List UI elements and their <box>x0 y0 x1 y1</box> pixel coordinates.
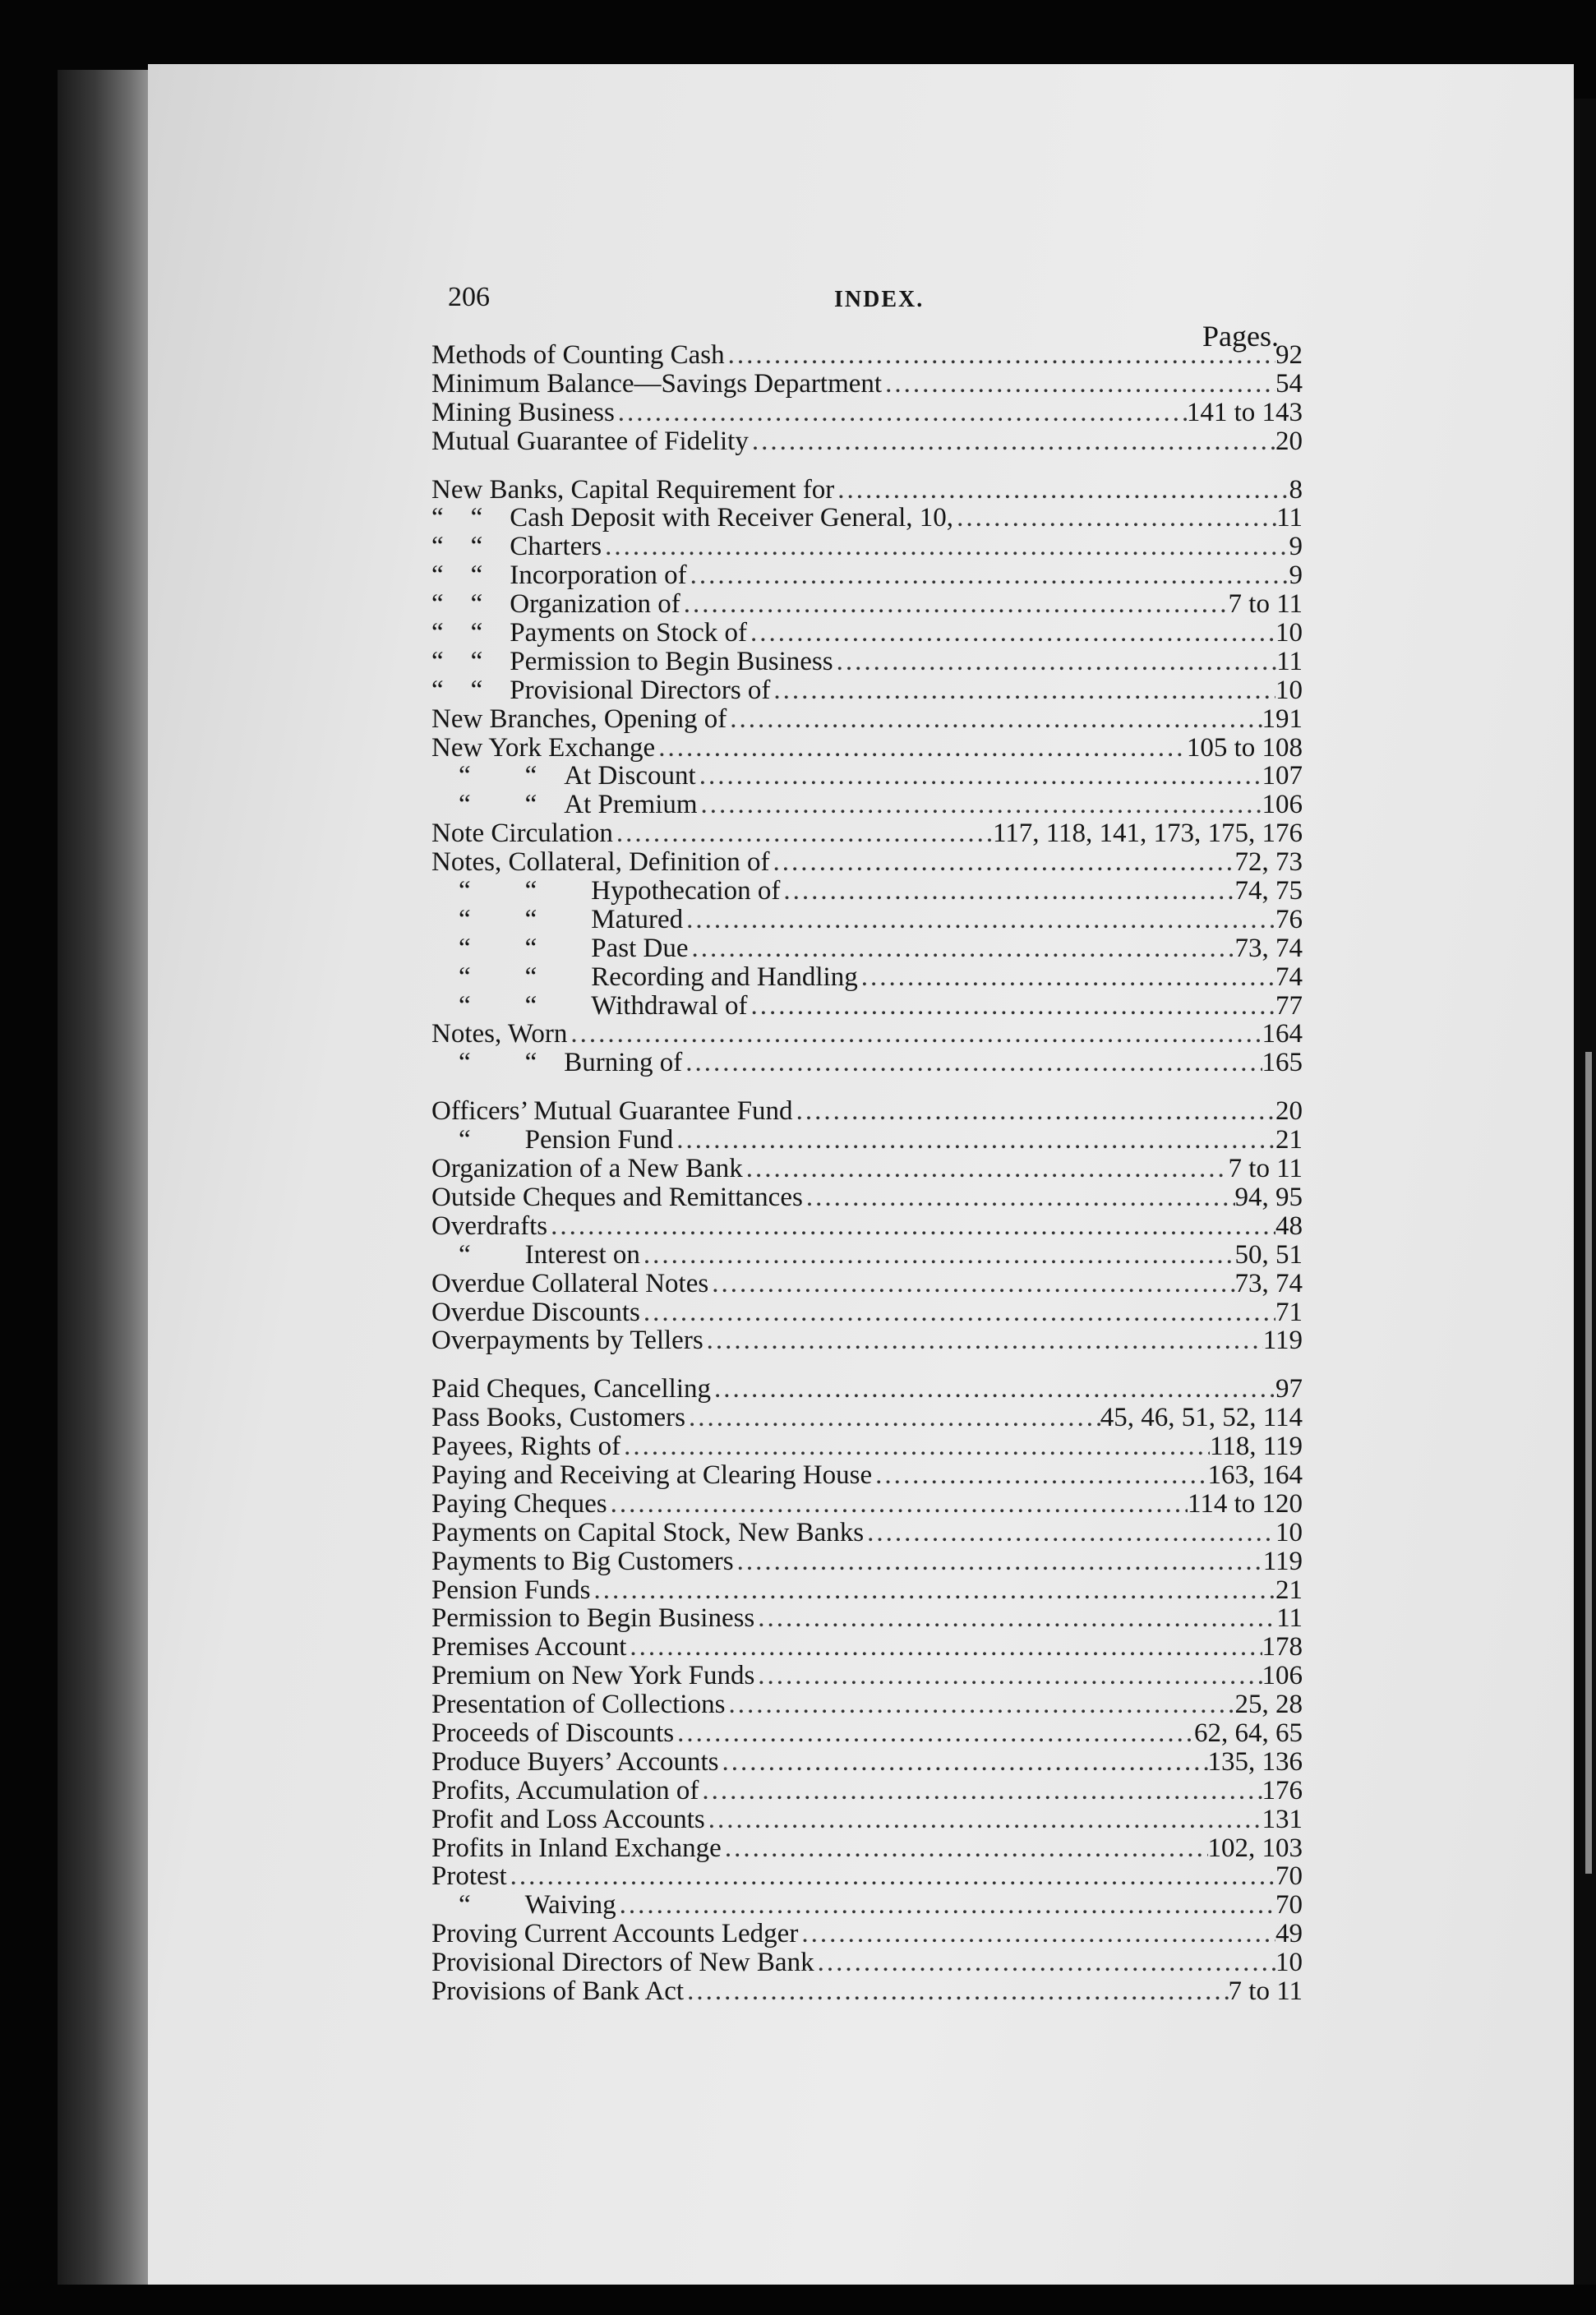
index-entry <box>431 1891 1303 1920</box>
index-entry <box>431 1432 1303 1461</box>
page-references: 54 <box>1275 368 1303 399</box>
page-references: 73, 74 <box>1234 1268 1303 1298</box>
index-entry <box>431 705 1303 734</box>
index-entries <box>431 341 1303 2006</box>
page-references: 25, 28 <box>1234 1690 1303 1720</box>
page-references: 10 <box>1275 1948 1303 1978</box>
entry-label: Recording and Handling <box>591 962 858 992</box>
index-entry <box>431 1805 1303 1834</box>
index-entry <box>431 734 1303 763</box>
dot-leader <box>620 1432 1210 1461</box>
dot-leader <box>780 877 1234 906</box>
entry-label: Profits, Accumulation of <box>431 1775 699 1805</box>
page-references: 191 <box>1262 703 1303 734</box>
index-entry <box>431 1097 1303 1126</box>
page-references: 102, 103 <box>1207 1833 1303 1863</box>
dot-leader <box>754 1662 1262 1690</box>
page-references: 73, 74 <box>1234 933 1303 963</box>
index-entry <box>431 1404 1303 1432</box>
dot-leader <box>953 504 1276 533</box>
entry-label: Presentation of Collections <box>431 1690 726 1720</box>
index-entry <box>431 1326 1303 1355</box>
entry-label: Overdrafts <box>431 1211 548 1241</box>
page-references: 72, 73 <box>1234 847 1303 878</box>
entry-label: Produce Buyers’ Accounts <box>431 1746 719 1777</box>
index-entry <box>431 1049 1303 1077</box>
entry-label: Overdue Discounts <box>431 1297 640 1327</box>
dot-leader <box>590 1576 1275 1605</box>
page-references: 141 to 143 <box>1186 397 1303 427</box>
entry-label: Provisions of Bank Act <box>431 1976 685 2006</box>
page-references: 77 <box>1275 990 1303 1021</box>
entry-label: Outside Cheques and Remittances <box>431 1182 803 1212</box>
ditto-indent: “ “ <box>431 503 510 533</box>
dot-leader <box>814 1948 1275 1977</box>
right-page-edge <box>1574 99 1596 2285</box>
index-entry <box>431 427 1303 456</box>
entry-label: Overdue Collateral Notes <box>431 1268 709 1298</box>
entry-label: At Premium <box>564 790 698 820</box>
index-entry <box>431 1183 1303 1212</box>
index-entry <box>431 1576 1303 1605</box>
ditto-indent: “ “ <box>431 876 592 906</box>
page-references: 7 to 11 <box>1228 589 1303 620</box>
index-entry <box>431 877 1303 906</box>
entry-label: Matured <box>591 904 684 934</box>
index-entry <box>431 848 1303 877</box>
ditto-indent: “ “ <box>431 618 510 648</box>
index-entry <box>431 1977 1303 2006</box>
dot-leader <box>747 992 1275 1021</box>
index-entry <box>431 963 1303 992</box>
dot-leader <box>770 676 1275 705</box>
page-references: 50, 51 <box>1234 1239 1303 1270</box>
entry-label: Proceeds of Discounts <box>431 1718 675 1748</box>
entry-label: Pass Books, Customers <box>431 1403 685 1433</box>
entry-label: Mutual Guarantee of Fidelity <box>431 426 749 456</box>
dot-leader <box>698 791 1262 819</box>
index-entry <box>431 590 1303 619</box>
dot-leader <box>882 370 1275 399</box>
page-references: 11 <box>1276 1603 1303 1634</box>
entry-label: Permission to Begin Business <box>510 646 833 676</box>
entry-label: Minimum Balance—Savings Department <box>431 368 883 399</box>
dot-leader <box>705 1805 1262 1834</box>
ditto-indent: “ “ <box>431 962 592 992</box>
dot-leader <box>754 1604 1276 1633</box>
index-entry <box>431 1519 1303 1547</box>
index-entry <box>431 504 1303 533</box>
dot-leader <box>607 1490 1188 1519</box>
index-entry <box>431 619 1303 648</box>
entry-label: At Discount <box>564 761 696 791</box>
ditto-indent: “ “ <box>431 560 510 591</box>
index-entry <box>431 1920 1303 1948</box>
dot-leader <box>615 399 1187 427</box>
page-references: 114 to 120 <box>1188 1488 1303 1519</box>
page-references: 74, 75 <box>1234 876 1303 906</box>
page-references: 21 <box>1275 1125 1303 1155</box>
page-references: 119 <box>1262 1326 1303 1356</box>
entry-label: Cash Deposit with Receiver General, 10, <box>510 503 954 533</box>
dot-leader <box>798 1920 1275 1948</box>
index-entry <box>431 992 1303 1021</box>
ditto-indent: “ “ <box>431 646 510 676</box>
index-entry <box>431 399 1303 427</box>
dot-leader <box>602 533 1289 561</box>
index-entry <box>431 1834 1303 1863</box>
page-references: 21 <box>1275 1575 1303 1605</box>
book-spine <box>58 70 152 2285</box>
entry-label: Premium on New York Funds <box>431 1661 755 1691</box>
entry-label: Permission to Begin Business <box>431 1603 755 1634</box>
page-references: 76 <box>1275 904 1303 934</box>
index-entry <box>431 341 1303 370</box>
index-entry <box>431 1719 1303 1748</box>
index-entry <box>431 476 1303 505</box>
index-entry <box>431 1633 1303 1662</box>
entry-label: Paying Cheques <box>431 1488 607 1519</box>
ditto-indent: “ <box>431 1890 525 1921</box>
entry-label: Provisional Directors of New Bank <box>431 1948 814 1978</box>
entry-label: Overpayments by Tellers <box>431 1326 703 1356</box>
ditto-indent: “ “ <box>431 990 592 1021</box>
dot-leader <box>547 1212 1275 1241</box>
page-header <box>448 282 1294 323</box>
index-entry <box>431 1241 1303 1270</box>
index-entry <box>431 934 1303 963</box>
page-references: 178 <box>1262 1632 1303 1662</box>
dot-leader <box>864 1519 1275 1547</box>
page-number: 206 <box>448 282 490 312</box>
entry-label: Profit and Loss Accounts <box>431 1804 705 1834</box>
ditto-indent: “ “ <box>431 933 592 963</box>
page-references: 107 <box>1262 761 1303 791</box>
dot-leader <box>858 963 1275 992</box>
dot-leader <box>727 705 1262 734</box>
index-entry <box>431 1020 1303 1049</box>
page-references: 11 <box>1276 646 1303 676</box>
edge-strip <box>1585 1052 1592 1874</box>
page-references: 48 <box>1275 1211 1303 1241</box>
dot-leader <box>708 1270 1234 1298</box>
page-references: 106 <box>1262 790 1303 820</box>
index-entry <box>431 762 1303 791</box>
page-references: 105 to 108 <box>1186 732 1303 763</box>
dot-leader <box>734 1547 1263 1576</box>
dot-leader <box>872 1461 1207 1490</box>
entry-label: Mining Business <box>431 397 615 427</box>
entry-label: Payments to Big Customers <box>431 1546 734 1576</box>
entry-label: New Banks, Capital Requirement for <box>431 474 835 505</box>
index-entry <box>431 1126 1303 1155</box>
dot-leader <box>703 1326 1263 1355</box>
dot-leader <box>770 848 1235 877</box>
entry-label: Pension Fund <box>524 1125 674 1155</box>
entry-label: Pension Funds <box>431 1575 591 1605</box>
entry-label: Incorporation of <box>510 560 687 591</box>
page-references: 7 to 11 <box>1228 1154 1303 1184</box>
dot-leader <box>725 1690 1234 1719</box>
entry-label: Provisional Directors of <box>510 675 771 705</box>
dot-leader <box>626 1633 1262 1662</box>
dot-leader <box>743 1155 1229 1183</box>
dot-leader <box>687 561 1289 590</box>
page-references: 7 to 11 <box>1228 1976 1303 2006</box>
ditto-indent: “ “ <box>431 675 510 705</box>
page-references: 117, 118, 141, 173, 175, 176 <box>992 819 1303 849</box>
ditto-indent: “ “ <box>431 589 510 620</box>
entry-label: Notes, Worn <box>431 1019 568 1049</box>
entry-label: Proving Current Accounts Ledger <box>431 1919 799 1949</box>
index-entry <box>431 1490 1303 1519</box>
entry-label: New Branches, Opening of <box>431 703 727 734</box>
page-references: 135, 136 <box>1207 1746 1303 1777</box>
dot-leader <box>674 1719 1194 1748</box>
index-entry <box>431 1270 1303 1298</box>
dot-leader <box>567 1020 1262 1049</box>
entry-label: Burning of <box>564 1048 683 1078</box>
dot-leader <box>718 1748 1207 1777</box>
running-head: INDEX. <box>834 287 925 312</box>
page-references: 45, 46, 51, 52, 114 <box>1100 1403 1303 1433</box>
index-entry <box>431 791 1303 819</box>
entry-label: Waiving <box>524 1890 616 1921</box>
dot-leader <box>793 1097 1275 1126</box>
index-entry <box>431 819 1303 848</box>
dot-leader <box>722 1834 1208 1863</box>
ditto-indent: “ “ <box>431 1048 565 1078</box>
index-entry <box>431 906 1303 934</box>
index-entry <box>431 1948 1303 1977</box>
dot-leader <box>685 1404 1100 1432</box>
page-references: 9 <box>1289 532 1303 562</box>
dot-leader <box>655 734 1187 763</box>
dot-leader <box>833 648 1277 676</box>
ditto-indent: “ “ <box>431 761 565 791</box>
index-entry <box>431 1155 1303 1183</box>
entry-label: Payments on Capital Stock, New Banks <box>431 1517 865 1547</box>
entry-label: Payees, Rights of <box>431 1432 621 1462</box>
dot-leader <box>711 1375 1275 1404</box>
dot-leader <box>640 1241 1235 1270</box>
entry-label: Premises Account <box>431 1632 627 1662</box>
index-entry <box>431 533 1303 561</box>
dot-leader <box>699 1777 1262 1805</box>
page-references: 74 <box>1275 962 1303 992</box>
page-references: 10 <box>1275 618 1303 648</box>
ditto-indent: “ “ <box>431 790 565 820</box>
entry-label: Methods of Counting Cash <box>431 340 725 370</box>
dot-leader <box>616 1891 1275 1920</box>
entry-label: New York Exchange <box>431 732 656 763</box>
page-references: 20 <box>1275 1096 1303 1127</box>
entry-label: Profits in Inland Exchange <box>431 1833 722 1863</box>
page-references: 10 <box>1275 1517 1303 1547</box>
ditto-indent: “ <box>431 1239 525 1270</box>
page-references: 9 <box>1289 560 1303 591</box>
index-entry <box>431 1604 1303 1633</box>
entry-label: Charters <box>510 532 602 562</box>
entry-label: Withdrawal of <box>591 990 748 1021</box>
page-references: 176 <box>1262 1775 1303 1805</box>
index-entry <box>431 1375 1303 1404</box>
dot-leader <box>507 1862 1275 1891</box>
page-references: 70 <box>1275 1890 1303 1921</box>
dot-leader <box>696 762 1262 791</box>
page-references: 92 <box>1275 340 1303 370</box>
page-references: 10 <box>1275 675 1303 705</box>
dot-leader <box>689 934 1235 963</box>
index-entry <box>431 1862 1303 1891</box>
index-entry <box>431 561 1303 590</box>
page-references: 70 <box>1275 1861 1303 1892</box>
ditto-indent: “ <box>431 1125 525 1155</box>
page-references: 97 <box>1275 1374 1303 1404</box>
page-references: 164 <box>1262 1019 1303 1049</box>
dot-leader <box>682 1049 1262 1077</box>
entry-label: Paid Cheques, Cancelling <box>431 1374 712 1404</box>
page-references: 49 <box>1275 1919 1303 1949</box>
index-entry <box>431 1461 1303 1490</box>
dot-leader <box>613 819 993 848</box>
index-entry <box>431 1777 1303 1805</box>
entry-label: Protest <box>431 1861 507 1892</box>
entry-label: Notes, Collateral, Definition of <box>431 847 770 878</box>
entry-label: Paying and Receiving at Clearing House <box>431 1460 873 1490</box>
entry-label: Past Due <box>591 933 689 963</box>
dot-leader <box>834 476 1289 505</box>
dot-leader <box>725 341 1275 370</box>
index-entry <box>431 676 1303 705</box>
page-references: 94, 95 <box>1234 1182 1303 1212</box>
page-references: 11 <box>1276 503 1303 533</box>
index-entry <box>431 1690 1303 1719</box>
dot-leader <box>747 619 1275 648</box>
pages-column-label: Pages. <box>1202 320 1279 353</box>
entry-label: Organization of a New Bank <box>431 1154 743 1184</box>
page-references: 118, 119 <box>1209 1432 1303 1462</box>
dot-leader <box>683 906 1275 934</box>
dot-leader <box>749 427 1275 456</box>
index-entry <box>431 1298 1303 1327</box>
page-references: 163, 164 <box>1207 1460 1303 1490</box>
ditto-indent: “ “ <box>431 532 510 562</box>
index-entry <box>431 1547 1303 1576</box>
entry-label: Hypothecation of <box>591 876 781 906</box>
entry-label: Officers’ Mutual Guarantee Fund <box>431 1096 793 1127</box>
index-entry <box>431 1662 1303 1690</box>
dot-leader <box>684 1977 1228 2006</box>
index-entry <box>431 1212 1303 1241</box>
entry-label: Payments on Stock of <box>510 618 748 648</box>
page-references: 71 <box>1275 1297 1303 1327</box>
dot-leader <box>803 1183 1235 1212</box>
page-references: 8 <box>1289 474 1303 505</box>
page-references: 131 <box>1262 1804 1303 1834</box>
index-entry <box>431 1748 1303 1777</box>
dot-leader <box>680 590 1229 619</box>
dot-leader <box>673 1126 1275 1155</box>
index-entry <box>431 648 1303 676</box>
dot-leader <box>640 1298 1275 1327</box>
page-references: 62, 64, 65 <box>1194 1718 1303 1748</box>
ditto-indent: “ “ <box>431 904 592 934</box>
page-references: 119 <box>1262 1546 1303 1576</box>
entry-label: Note Circulation <box>431 819 613 849</box>
entry-label: Interest on <box>524 1239 640 1270</box>
page-references: 165 <box>1262 1048 1303 1078</box>
entry-label: Organization of <box>510 589 680 620</box>
page-references: 20 <box>1275 426 1303 456</box>
index-entry <box>431 370 1303 399</box>
page-references: 106 <box>1262 1661 1303 1691</box>
